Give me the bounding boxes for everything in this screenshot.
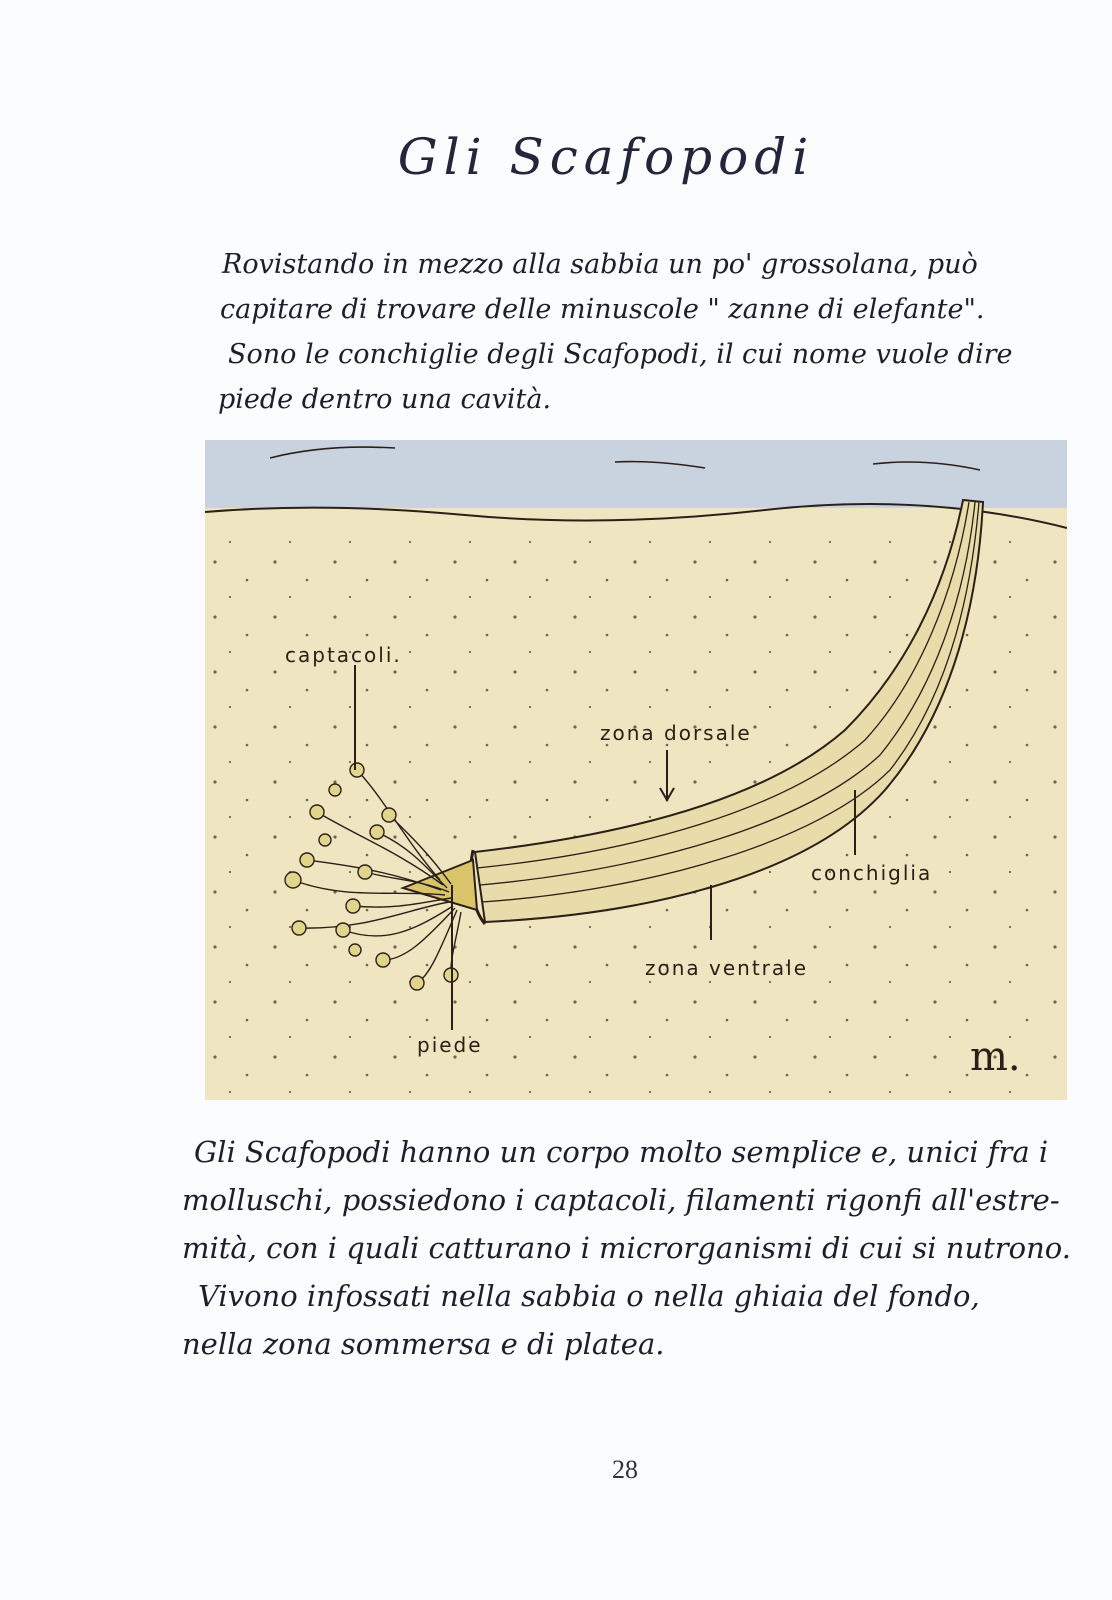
intro-line: Rovistando in mezzo alla sabbia un po' grossolana, può bbox=[222, 249, 978, 280]
page-number: 28 bbox=[612, 1455, 638, 1484]
label-captacoli: captacoli. bbox=[285, 643, 402, 667]
description-line: molluschi, possiedono i captacoli, filamenti rigonfi all'estre- bbox=[182, 1183, 1060, 1217]
label-conchiglia: conchiglia bbox=[811, 861, 933, 885]
illustration-drawing bbox=[205, 440, 1067, 1100]
intro-paragraph bbox=[218, 242, 1092, 422]
scaphopod-illustration bbox=[205, 440, 1067, 1100]
description-paragraph bbox=[182, 1128, 1092, 1368]
description-line: Vivono infossati nella sabbia o nella ghiaia del fondo, bbox=[198, 1279, 980, 1313]
label-piede: piede bbox=[417, 1033, 483, 1057]
artist-signature: m. bbox=[970, 1034, 1021, 1080]
description-line: mità, con i quali catturano i microrganismi di cui si nutrono. bbox=[182, 1231, 1071, 1265]
sky-band bbox=[205, 440, 1067, 515]
label-zona-ventrale: zona ventrale bbox=[645, 956, 809, 980]
description-line: Gli Scafopodi hanno un corpo molto semplice e, unici fra i bbox=[194, 1135, 1049, 1169]
intro-line: capitare di trovare delle minuscole " zanne di elefante". bbox=[220, 294, 985, 325]
intro-line: Sono le conchiglie degli Scafopodi, il cui nome vuole dire bbox=[228, 339, 1013, 370]
page-title: Gli Scafopodi bbox=[397, 128, 815, 186]
label-zona-dorsale: zona dorsale bbox=[600, 721, 752, 745]
description-line: nella zona sommersa e di platea. bbox=[182, 1327, 665, 1361]
intro-line: piede dentro una cavità. bbox=[218, 384, 552, 415]
